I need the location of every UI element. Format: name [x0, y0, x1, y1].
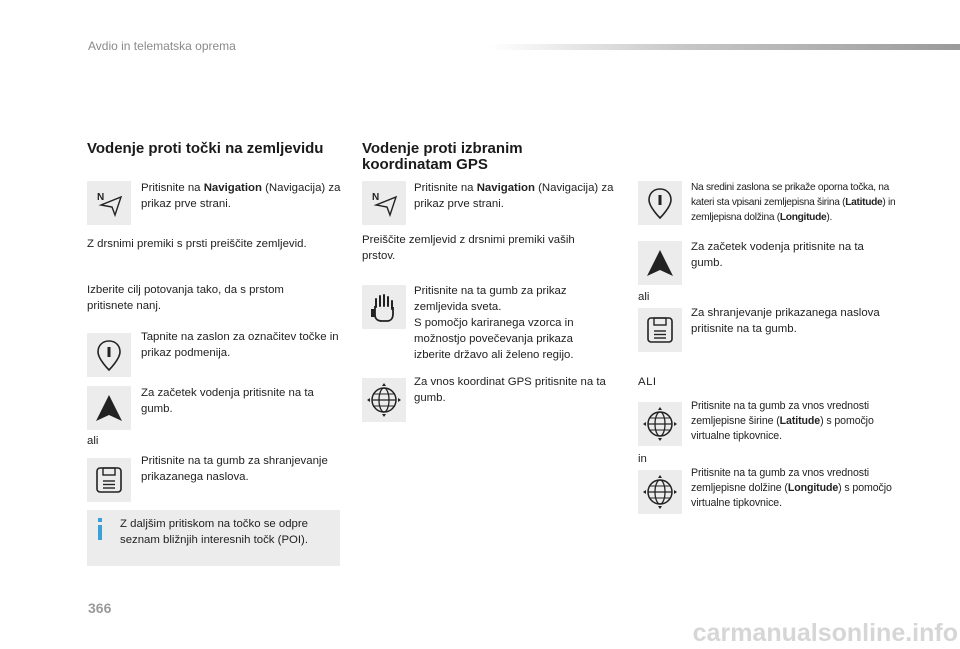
- pin-button-icon-2: [638, 181, 682, 225]
- info-text: Z daljšim pritiskom na točko se odpre seznam bližnjih interesnih točk (POI).: [120, 518, 309, 546]
- right-step5-text: Pritisnite na ta gumb za vnos vrednosti zemljepisne dolžine (Longitude) s pomočjo virtualne tipkovnice.: [691, 467, 892, 509]
- middle-para1: Preiščite zemljevid z drsnimi premiki vaših prstov.: [362, 234, 575, 262]
- svg-text:N: N: [372, 192, 380, 203]
- map-pin-icon: [642, 185, 678, 221]
- middle-step2-text: Pritisnite na ta gumb za prikaz zemljevida sveta. S pomočjo kariranega vzorca in možnostjo povečevanja prikaza izberite državo ali želeno regijo.: [414, 285, 574, 361]
- right-and: in: [638, 453, 647, 465]
- left-step1-text: Pritisnite na Navigation (Navigacija) za prikaz prve strani.: [141, 182, 341, 210]
- right-step2-text: Za začetek vodenja pritisnite na ta gumb.: [691, 241, 864, 269]
- left-step4-text: Pritisnite na ta gumb za shranjevanje prikazanega naslova.: [141, 455, 328, 483]
- map-pin-icon: [91, 337, 127, 373]
- right-step1-text: Na sredini zaslona se prikaže oporna točka, na kateri sta vpisani zemljepisna širina (Latitude) in zemljepisna dolžina (Longitude).: [691, 182, 896, 223]
- left-para1: Z drsnimi premiki s prsti preiščite zemljevid.: [87, 238, 307, 250]
- longitude-input-button-icon: [638, 470, 682, 514]
- hand-icon: [366, 289, 402, 325]
- navigate-arrow-icon: [642, 245, 678, 281]
- nav-button-icon: [87, 181, 131, 225]
- right-step4-text: Pritisnite na ta gumb za vnos vrednosti zemljepisne širine (Latitude) s pomočjo virtualne tipkovnice.: [691, 400, 874, 442]
- start-guidance-button-icon: [87, 386, 131, 430]
- left-or: ali: [87, 435, 99, 447]
- right-or-upper: ALI: [638, 376, 657, 388]
- middle-heading: Vodenje proti izbranim koordinatam GPS: [362, 140, 523, 173]
- navigation-north-icon: [91, 185, 127, 221]
- navigate-arrow-icon: [91, 390, 127, 426]
- globe-icon: [642, 474, 678, 510]
- save-button-icon-2: [638, 308, 682, 352]
- gps-input-button-icon: [362, 378, 406, 422]
- latitude-input-button-icon: [638, 402, 682, 446]
- navigation-north-icon: [366, 185, 402, 221]
- header-bar: [490, 44, 960, 50]
- left-heading: Vodenje proti točki na zemljevidu: [87, 140, 324, 157]
- save-icon: [91, 462, 127, 498]
- world-map-button-icon: [362, 285, 406, 329]
- save-button-icon: [87, 458, 131, 502]
- right-step3-text: Za shranjevanje prikazanega naslova pritisnite na ta gumb.: [691, 307, 880, 335]
- page-number: 366: [88, 600, 112, 616]
- nav-button-icon-2: [362, 181, 406, 225]
- right-or: ali: [638, 291, 650, 303]
- pin-button-icon: [87, 333, 131, 377]
- middle-step1-text: Pritisnite na Navigation (Navigacija) za prikaz prve strani.: [414, 182, 614, 210]
- watermark: carmanualsonline.info: [692, 619, 958, 647]
- left-para2: Izberite cilj potovanja tako, da s prstom pritisnete nanj.: [87, 284, 284, 312]
- left-step3-text: Za začetek vodenja pritisnite na ta gumb.: [141, 387, 314, 415]
- globe-icon: [366, 382, 402, 418]
- left-step2-text: Tapnite na zaslon za označitev točke in prikaz podmenija.: [141, 331, 339, 359]
- save-icon: [642, 312, 678, 348]
- info-icon: [97, 518, 103, 540]
- running-header: Avdio in telematska oprema: [88, 39, 236, 53]
- svg-text:N: N: [97, 192, 105, 203]
- start-guidance-button-icon-2: [638, 241, 682, 285]
- globe-icon: [642, 406, 678, 442]
- middle-step3-text: Za vnos koordinat GPS pritisnite na ta gumb.: [414, 376, 606, 404]
